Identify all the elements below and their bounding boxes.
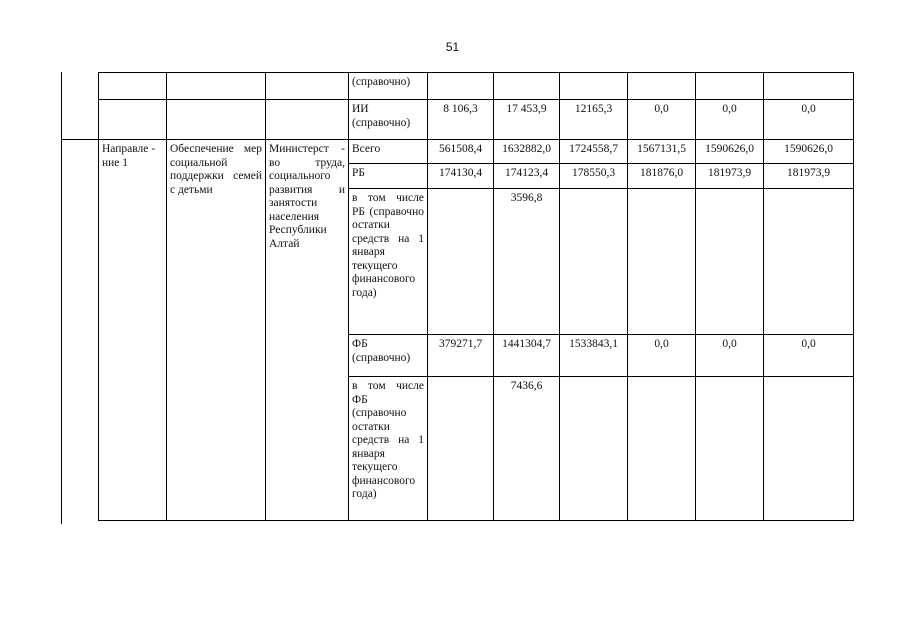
measure-cell: Обеспечение мер социальной поддержки семей с детьми (167, 140, 266, 521)
value-cell: 379271,7 (428, 335, 494, 377)
value-cell (560, 377, 628, 521)
value-cell (764, 377, 854, 521)
value-cell: 561508,4 (428, 140, 494, 164)
value-cell (696, 377, 764, 521)
value-cell (764, 73, 854, 100)
value-cell: 181973,9 (696, 164, 764, 189)
value-cell: 3596,8 (494, 189, 560, 335)
table-row (99, 73, 854, 100)
empty-cell (167, 100, 266, 140)
value-cell: 181876,0 (628, 164, 696, 189)
empty-cell (266, 73, 349, 100)
value-cell: 17 453,9 (494, 100, 560, 140)
value-cell (428, 377, 494, 521)
value-cell: 7436,6 (494, 377, 560, 521)
value-cell: 1590626,0 (696, 140, 764, 164)
left-separator-line (61, 139, 99, 140)
source-cell: в том числе РБ (справочно остатки средств на 1 января текущего финансового года) (349, 189, 428, 335)
empty-cell (99, 73, 167, 100)
value-cell: 0,0 (628, 100, 696, 140)
value-cell: 0,0 (628, 335, 696, 377)
value-cell: 1590626,0 (764, 140, 854, 164)
executor-cell: Министерст - во труда, социального развития и занятости населения Республики Алтай (266, 140, 349, 521)
value-cell (428, 73, 494, 100)
value-cell: 181973,9 (764, 164, 854, 189)
value-cell: 1533843,1 (560, 335, 628, 377)
value-cell: 1724558,7 (560, 140, 628, 164)
budget-table (98, 72, 854, 521)
value-cell: 12165,3 (560, 100, 628, 140)
empty-cell (99, 100, 167, 140)
page-number: 51 (445, 40, 460, 54)
value-cell (428, 189, 494, 335)
value-cell: 1441304,7 (494, 335, 560, 377)
value-cell (764, 189, 854, 335)
value-cell: 0,0 (764, 335, 854, 377)
value-cell: 174130,4 (428, 164, 494, 189)
value-cell: 178550,3 (560, 164, 628, 189)
direction-cell: Направле - ние 1 (99, 140, 167, 521)
source-cell: (справочно) (349, 73, 428, 100)
value-cell: 1632882,0 (494, 140, 560, 164)
value-cell (560, 189, 628, 335)
value-cell: 0,0 (696, 335, 764, 377)
value-cell: 8 106,3 (428, 100, 494, 140)
value-cell (494, 73, 560, 100)
value-cell: 1567131,5 (628, 140, 696, 164)
value-cell: 174123,4 (494, 164, 560, 189)
value-cell (560, 73, 628, 100)
value-cell: 0,0 (696, 100, 764, 140)
value-cell (628, 73, 696, 100)
value-cell (628, 377, 696, 521)
value-cell: 0,0 (764, 100, 854, 140)
empty-cell (167, 73, 266, 100)
table-row (99, 140, 854, 164)
source-cell: ИИ (справочно) (349, 100, 428, 140)
source-cell: РБ (349, 164, 428, 189)
source-cell: Всего (349, 140, 428, 164)
value-cell (628, 189, 696, 335)
table-row (99, 100, 854, 140)
empty-cell (266, 100, 349, 140)
value-cell (696, 73, 764, 100)
value-cell (696, 189, 764, 335)
source-cell: в том числе ФБ (справочно остатки средств на 1 января текущего финансового года) (349, 377, 428, 521)
source-cell: ФБ (справочно) (349, 335, 428, 377)
